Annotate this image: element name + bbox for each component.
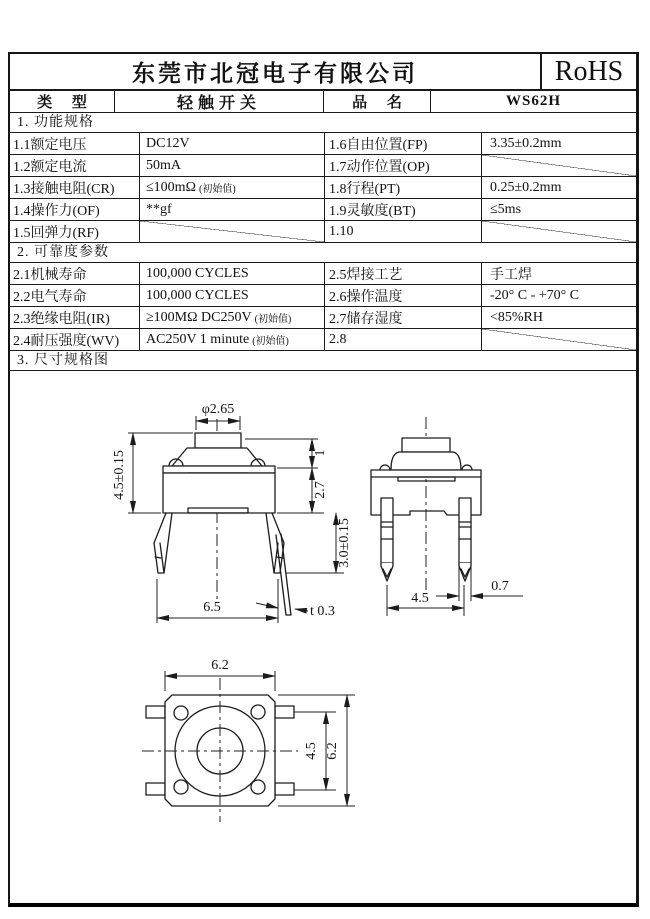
table-row bbox=[10, 329, 636, 351]
spec-value-text: 100,000 CYCLES bbox=[146, 265, 249, 281]
spec-label: 2.6操作温度 bbox=[324, 285, 481, 306]
table-row bbox=[10, 199, 636, 221]
switch-body bbox=[163, 473, 275, 513]
top-flange bbox=[163, 466, 275, 473]
spec-value bbox=[139, 329, 324, 350]
spec-label: 2.3绝缘电阻(IR) bbox=[13, 311, 110, 327]
dim-total-height: 4.5±0.15 bbox=[112, 450, 127, 500]
spec-label: 1.6自由位置(FP) bbox=[324, 133, 481, 154]
tab-left-top bbox=[146, 706, 165, 718]
table-row bbox=[10, 221, 636, 243]
dim-pin-width: 0.7 bbox=[491, 579, 509, 594]
product-name-label: 品 名 bbox=[323, 91, 430, 112]
model-row bbox=[10, 91, 636, 113]
spec-value: -20° C - +70° C bbox=[481, 285, 636, 306]
table-row bbox=[10, 133, 636, 155]
right-pin-tip bbox=[459, 563, 471, 581]
dim-width: 6.2 bbox=[211, 658, 229, 673]
spec-value bbox=[139, 155, 324, 176]
section2-title: 2. 可靠度参数 bbox=[10, 243, 636, 263]
spec-value bbox=[139, 285, 324, 306]
legs bbox=[154, 513, 291, 615]
spec-value: 手工焊 bbox=[481, 263, 636, 284]
table-row bbox=[10, 263, 636, 285]
plunger-dome bbox=[391, 452, 461, 470]
spec-label: 1.4操作力(OF) bbox=[13, 203, 100, 219]
type-label: 类 型 bbox=[37, 95, 95, 111]
left-bump bbox=[380, 465, 390, 470]
spec-value bbox=[139, 307, 324, 328]
spec-label: 2.2电气寿命 bbox=[13, 289, 87, 305]
dim-pad-pitch: 4.5 bbox=[304, 742, 319, 760]
switch-front-outline bbox=[154, 419, 291, 615]
spec-label: 2.8 bbox=[324, 329, 481, 350]
dim-leg-thickness: t 0.3 bbox=[310, 604, 335, 619]
spec-label: 2.7储存湿度 bbox=[324, 307, 481, 328]
spec-value-text: 50mA bbox=[146, 157, 181, 173]
title-row bbox=[10, 54, 636, 91]
spec-value: ≤5ms bbox=[481, 199, 636, 220]
spec-value-text: 100,000 CYCLES bbox=[146, 287, 249, 303]
company-name: 东莞市北冠电子有限公司 bbox=[132, 61, 418, 86]
spec-value bbox=[139, 133, 324, 154]
side-dimensions bbox=[387, 567, 523, 616]
spec-value-text: ≥100MΩ DC250V bbox=[146, 309, 252, 325]
front-view-drawing bbox=[110, 389, 370, 639]
spec-value-empty bbox=[481, 329, 636, 350]
spec-label: 1.7动作位置(OP) bbox=[324, 155, 481, 176]
spec-label: 1.9灵敏度(BT) bbox=[324, 199, 481, 220]
spec-label: 1.5回弹力(RF) bbox=[13, 225, 99, 241]
left-pin-tip bbox=[381, 563, 393, 581]
spec-value-text: **gf bbox=[146, 201, 172, 217]
spec-label: 1.8行程(PT) bbox=[324, 177, 481, 198]
spec-label: 2.4耐压强度(WV) bbox=[13, 333, 120, 349]
spec-value: <85%RH bbox=[481, 307, 636, 328]
dim-height: 6.2 bbox=[325, 742, 340, 760]
top-view-drawing bbox=[140, 645, 410, 880]
switch-top-outline bbox=[142, 678, 298, 822]
product-name-value: WS62H bbox=[430, 91, 636, 112]
spec-value-empty bbox=[481, 155, 636, 176]
spec-value-empty bbox=[139, 221, 324, 242]
plunger-cap bbox=[402, 438, 450, 452]
spec-value-note: (初始值) bbox=[254, 314, 292, 325]
spec-label: 1.10 bbox=[324, 221, 481, 242]
spec-value: 0.25±0.2mm bbox=[481, 177, 636, 198]
spec-value-text: AC250V 1 minute bbox=[146, 331, 250, 347]
section3-title: 3. 尺寸规格图 bbox=[10, 351, 636, 371]
spec-label: 2.1机械寿命 bbox=[13, 267, 87, 283]
dim-stem-height: 1 bbox=[313, 449, 328, 457]
right-bump bbox=[462, 465, 472, 470]
spec-label: 2.5焊接工艺 bbox=[324, 263, 481, 284]
spec-value-note: (初始值) bbox=[252, 336, 289, 347]
table-row bbox=[10, 177, 636, 199]
tab-right-bottom bbox=[275, 783, 294, 795]
spec-value bbox=[139, 199, 324, 220]
spec-value-text: ≤100mΩ bbox=[146, 179, 196, 195]
tab-left-bottom bbox=[146, 783, 165, 795]
table-row bbox=[10, 155, 636, 177]
left-pin bbox=[381, 498, 393, 563]
dim-body-height: 2.7 bbox=[313, 481, 328, 499]
right-pin bbox=[459, 498, 471, 563]
type-value: 轻触开关 bbox=[114, 91, 323, 112]
rohs-mark: RoHS bbox=[540, 54, 636, 89]
section1-title: 1. 功能规格 bbox=[10, 113, 636, 133]
plunger-cap bbox=[195, 433, 241, 448]
top-flange bbox=[371, 470, 481, 477]
dim-diameter: φ2.65 bbox=[201, 402, 235, 417]
switch-side-outline bbox=[371, 417, 481, 591]
spec-value-note: (初始值) bbox=[198, 184, 236, 195]
dim-base-width: 6.5 bbox=[203, 600, 221, 615]
table-row bbox=[10, 307, 636, 329]
document-frame bbox=[8, 52, 639, 907]
spec-label: 1.3接触电阻(CR) bbox=[13, 181, 115, 197]
plunger-dome bbox=[172, 448, 262, 466]
spec-value bbox=[139, 177, 324, 198]
spec-label: 1.2额定电流 bbox=[13, 159, 87, 175]
dim-leg-length: 3.0±0.15 bbox=[337, 518, 352, 568]
spec-label: 1.1额定电压 bbox=[13, 137, 87, 153]
spec-value bbox=[139, 263, 324, 284]
table-row bbox=[10, 285, 636, 307]
side-view-drawing bbox=[360, 395, 630, 620]
spec-value: 3.35±0.2mm bbox=[481, 133, 636, 154]
dimension-drawings bbox=[10, 371, 636, 900]
spec-value-text: DC12V bbox=[146, 135, 190, 151]
tab-right-top bbox=[275, 706, 294, 718]
dim-pin-pitch: 4.5 bbox=[411, 591, 429, 606]
spec-value-empty bbox=[481, 221, 636, 242]
